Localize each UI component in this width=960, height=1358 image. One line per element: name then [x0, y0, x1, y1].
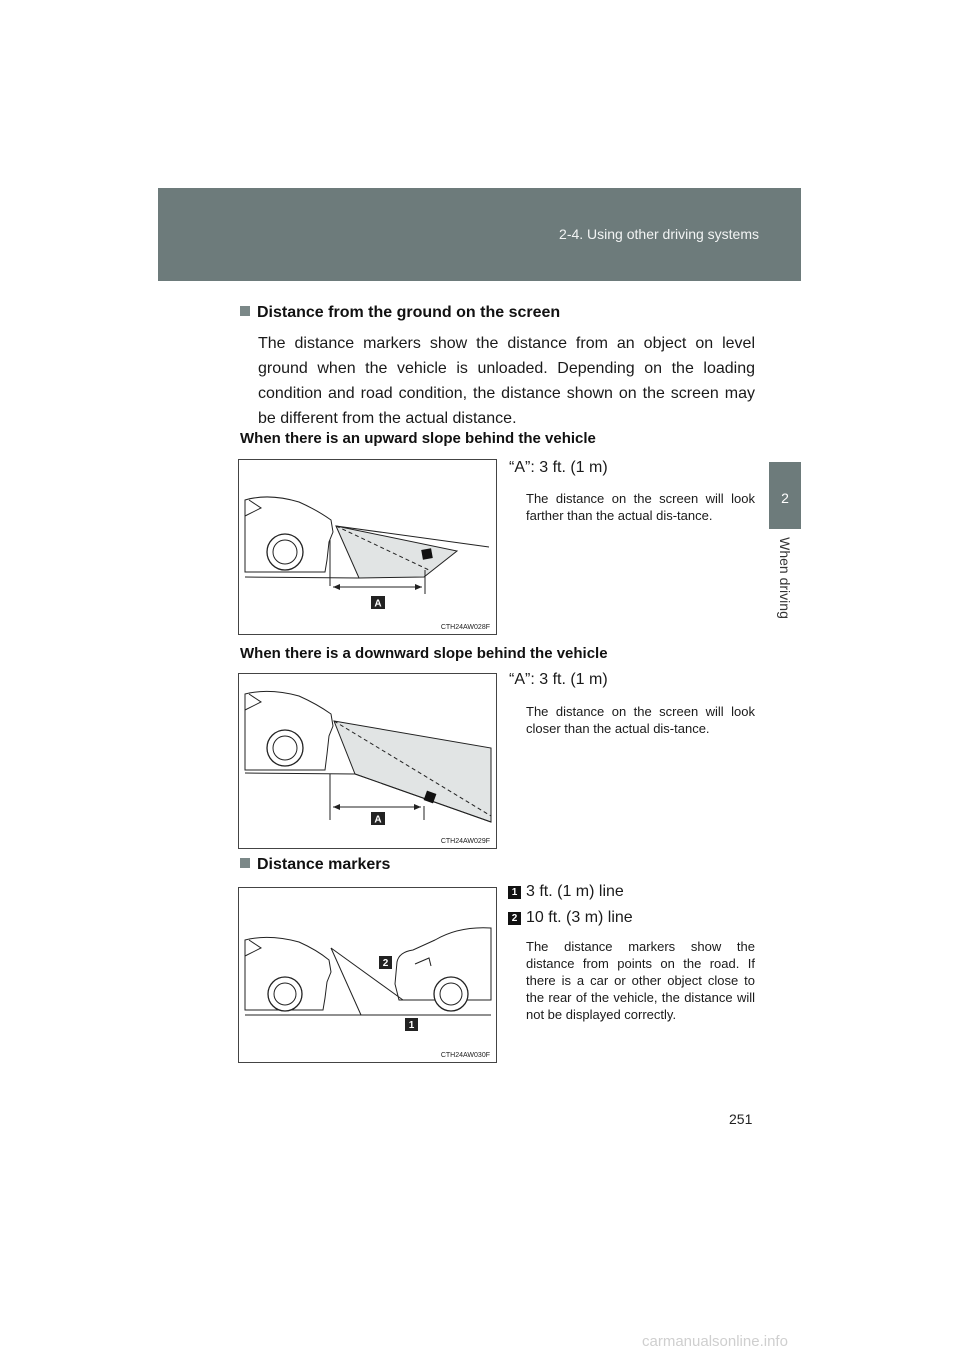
- downward-note: The distance on the screen will look closer than the actual dis-tance.: [526, 704, 755, 736]
- section-heading-ground-distance: [240, 304, 560, 322]
- wheel-icon: [434, 977, 468, 1011]
- ground-line: [245, 577, 359, 578]
- figure-code: CTH24AW029F: [440, 838, 490, 845]
- label-a-text: A: [374, 598, 382, 610]
- section-title: 2-4. Using other driving systems: [559, 226, 759, 242]
- marker-item-text: 10 ft. (3 m) line: [526, 909, 633, 926]
- watermark: carmanualsonline.info: [642, 1333, 788, 1350]
- markers-note: The distance markers show the distance from points on the road. If there is a car or other object close to the rear of the vehicle, the distance will not be displayed correctly.: [526, 939, 755, 1022]
- bullet-square-icon: [240, 306, 250, 316]
- wheel-icon: [267, 534, 303, 570]
- section-heading-distance-markers: [240, 856, 390, 874]
- upward-slope-heading: When there is an upward slope behind the vehicle: [240, 430, 596, 447]
- chapter-number: 2: [781, 490, 789, 506]
- downward-slope-diagram: [239, 674, 496, 848]
- marker-item-text: 3 ft. (1 m) line: [526, 883, 624, 900]
- wheel-icon: [267, 730, 303, 766]
- chapter-label: When driving: [777, 537, 793, 619]
- label-a-text: A: [374, 814, 382, 826]
- section-heading-text: Distance from the ground on the screen: [257, 304, 561, 321]
- section-heading-text: Distance markers: [257, 856, 391, 873]
- figure-code: CTH24AW030F: [440, 1052, 490, 1059]
- downward-caption: “A”: 3 ft. (1 m): [509, 671, 608, 688]
- upward-slope-figure: [238, 459, 497, 635]
- wheel-icon: [268, 977, 302, 1011]
- label-1-text: 1: [408, 1020, 415, 1031]
- distance-marker-icon: [421, 548, 433, 560]
- downward-slope-figure: [238, 673, 497, 849]
- upward-caption: “A”: 3 ft. (1 m): [509, 459, 608, 476]
- distance-markers-figure: [238, 887, 497, 1063]
- upward-note: The distance on the screen will look farther than the actual dis-tance.: [526, 491, 755, 523]
- marker-line-1: [331, 948, 361, 1015]
- body-paragraph: The distance markers show the distance from an object on level ground when the vehicle is unloaded. Depending on the loading condition and road condition, the distance shown on the screen may be different from the actual distance.: [258, 335, 755, 427]
- downward-slope-heading: When there is a downward slope behind the vehicle: [240, 645, 608, 662]
- marker-item-2: [508, 909, 633, 927]
- page-number: 251: [729, 1111, 753, 1127]
- marker-item-1: [508, 883, 624, 901]
- marker-line-2: [331, 948, 403, 1000]
- upward-slope-diagram: [239, 460, 496, 634]
- ground-line: [245, 773, 355, 774]
- number-2-badge: 2: [508, 912, 521, 925]
- distance-markers-diagram: [239, 888, 496, 1062]
- number-1-badge: 1: [508, 886, 521, 899]
- bullet-square-icon: [240, 858, 250, 868]
- figure-code: CTH24AW028F: [440, 624, 490, 631]
- label-2-text: 2: [382, 958, 389, 969]
- header-band: [158, 188, 801, 281]
- chapter-tab: [769, 462, 801, 529]
